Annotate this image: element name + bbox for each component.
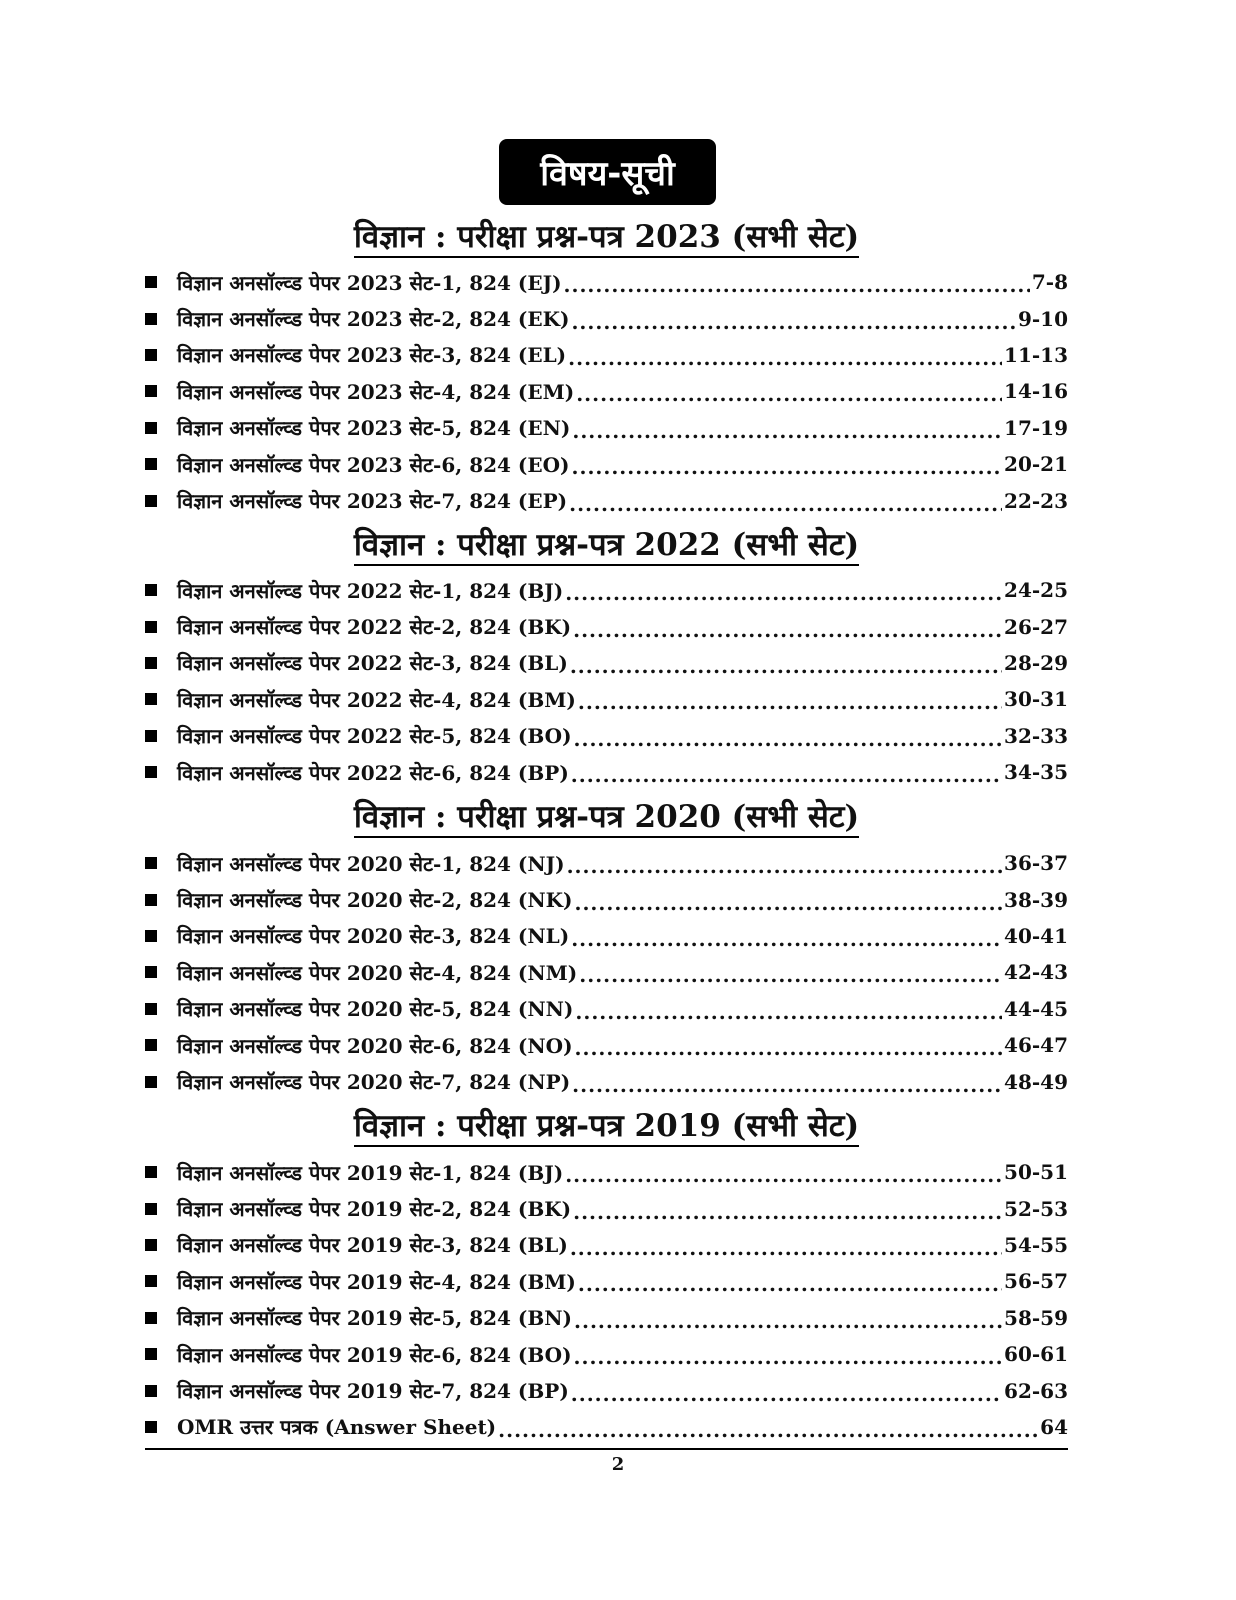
entry-label: विज्ञान अनसॉल्व्ड पेपर 2023 सेट-5, 824 (EN): [177, 416, 571, 441]
entry-label: विज्ञान अनसॉल्व्ड पेपर 2022 सेट-4, 824 (BM): [177, 687, 576, 712]
page-number: 2: [611, 1454, 625, 1475]
toc-entry[interactable]: [145, 881, 1068, 917]
entry-label: विज्ञान अनसॉल्व्ड पेपर 2022 सेट-2, 824 (BK): [177, 615, 572, 640]
section-heading: विज्ञान : परीक्षा प्रश्न-पत्र 2020 (सभी सेट): [145, 797, 1068, 837]
dot-leader: [570, 654, 1002, 678]
entry-label: विज्ञान अनसॉल्व्ड पेपर 2019 सेट-6, 824 (BO): [177, 1342, 572, 1367]
entry-pages: 26-27: [1004, 614, 1068, 639]
toc-list: [145, 1154, 1068, 1445]
dot-leader: [572, 455, 1003, 479]
square-bullet-icon: [145, 657, 157, 669]
entry-pages: 62-63: [1004, 1378, 1068, 1403]
toc-list: [145, 572, 1068, 790]
entry-label: विज्ञान अनसॉल्व्ड पेपर 2020 सेट-4, 824 (NM): [177, 960, 578, 985]
entry-label: विज्ञान अनसॉल्व्ड पेपर 2019 सेट-1, 824 (BJ): [177, 1160, 564, 1185]
entry-pages: 30-31: [1004, 687, 1068, 712]
toc-entry[interactable]: [145, 1190, 1068, 1226]
square-bullet-icon: [145, 1385, 157, 1397]
toc-entry[interactable]: [145, 1336, 1068, 1372]
dot-leader: [571, 1382, 1002, 1406]
dot-leader: [565, 1163, 1002, 1187]
dot-leader: [571, 763, 1002, 787]
entry-pages: 48-49: [1004, 1069, 1068, 1094]
entry-pages: 32-33: [1004, 723, 1068, 748]
entry-label: OMR उत्तर पत्रक (Answer Sheet): [177, 1415, 497, 1440]
section-heading: विज्ञान : परीक्षा प्रश्न-पत्र 2019 (सभी सेट): [145, 1106, 1068, 1146]
toc-entry[interactable]: [145, 718, 1068, 754]
dot-leader: [572, 1073, 1002, 1097]
dot-leader: [564, 273, 1030, 297]
page-title: विषय-सूची: [499, 139, 716, 205]
entry-label: विज्ञान अनसॉल्व्ड पेपर 2020 सेट-1, 824 (NJ): [177, 851, 565, 876]
entry-pages: 56-57: [1004, 1269, 1068, 1294]
square-bullet-icon: [145, 730, 157, 742]
square-bullet-icon: [145, 1275, 157, 1287]
entry-pages: 52-53: [1004, 1196, 1068, 1221]
dot-leader: [570, 1236, 1002, 1260]
dot-leader: [578, 1272, 1002, 1296]
square-bullet-icon: [145, 766, 157, 778]
entry-label: विज्ञान अनसॉल्व्ड पेपर 2022 सेट-5, 824 (BO): [177, 724, 572, 749]
square-bullet-icon: [145, 349, 157, 361]
dot-leader: [569, 492, 1002, 516]
entry-pages: 58-59: [1004, 1305, 1068, 1330]
square-bullet-icon: [145, 857, 157, 869]
entry-pages: 28-29: [1004, 650, 1068, 675]
toc-entry[interactable]: [145, 1263, 1068, 1299]
dot-leader: [568, 346, 1002, 370]
entry-pages: 20-21: [1004, 452, 1068, 477]
toc-entry[interactable]: [145, 1300, 1068, 1336]
dot-leader: [573, 1200, 1002, 1224]
square-bullet-icon: [145, 1348, 157, 1360]
toc-entry[interactable]: [145, 1372, 1068, 1408]
square-bullet-icon: [145, 495, 157, 507]
entry-pages: 54-55: [1004, 1232, 1068, 1257]
square-bullet-icon: [145, 1239, 157, 1251]
square-bullet-icon: [145, 313, 157, 325]
entry-label: विज्ञान अनसॉल्व्ड पेपर 2023 सेट-6, 824 (EO): [177, 452, 570, 477]
toc-entry[interactable]: [145, 1409, 1068, 1445]
square-bullet-icon: [145, 276, 157, 288]
square-bullet-icon: [145, 966, 157, 978]
toc-entry[interactable]: [145, 482, 1068, 518]
entry-pages: 34-35: [1004, 760, 1068, 785]
entry-pages: 11-13: [1004, 342, 1068, 367]
square-bullet-icon: [145, 1203, 157, 1215]
toc-entry[interactable]: [145, 300, 1068, 336]
entry-pages: 42-43: [1004, 960, 1068, 985]
toc-entry[interactable]: [145, 1063, 1068, 1099]
square-bullet-icon: [145, 1166, 157, 1178]
entry-pages: 38-39: [1004, 887, 1068, 912]
toc-entry[interactable]: [145, 918, 1068, 954]
entry-label: विज्ञान अनसॉल्व्ड पेपर 2020 सेट-5, 824 (NN): [177, 997, 574, 1022]
square-bullet-icon: [145, 1076, 157, 1088]
toc-entry[interactable]: [145, 264, 1068, 300]
entry-pages: 24-25: [1004, 578, 1068, 603]
entry-pages: 46-47: [1004, 1033, 1068, 1058]
entry-label: विज्ञान अनसॉल्व्ड पेपर 2020 सेट-7, 824 (NP): [177, 1070, 571, 1095]
dot-leader: [574, 1309, 1002, 1333]
entry-label: विज्ञान अनसॉल्व्ड पेपर 2023 सेट-4, 824 (EM): [177, 379, 575, 404]
entry-label: विज्ञान अनसॉल्व्ड पेपर 2019 सेट-5, 824 (BN): [177, 1306, 573, 1331]
entry-label: विज्ञान अनसॉल्व्ड पेपर 2019 सेट-4, 824 (BM): [177, 1269, 576, 1294]
entry-label: विज्ञान अनसॉल्व्ड पेपर 2022 सेट-3, 824 (BL): [177, 651, 568, 676]
dot-leader: [571, 927, 1002, 951]
entry-pages: 9-10: [1017, 306, 1068, 331]
entry-pages: 60-61: [1004, 1342, 1068, 1367]
square-bullet-icon: [145, 385, 157, 397]
dot-leader: [576, 382, 1002, 406]
toc-list: [145, 845, 1068, 1100]
dot-leader: [574, 727, 1002, 751]
entry-label: विज्ञान अनसॉल्व्ड पेपर 2020 सेट-2, 824 (NK): [177, 888, 573, 913]
dot-leader: [578, 690, 1002, 714]
dot-leader: [567, 854, 1002, 878]
entry-label: विज्ञान अनसॉल्व्ड पेपर 2019 सेट-7, 824 (BP): [177, 1379, 569, 1404]
dot-leader: [574, 1345, 1002, 1369]
entry-label: विज्ञान अनसॉल्व्ड पेपर 2023 सेट-3, 824 (EL): [177, 343, 567, 368]
toc-entry[interactable]: [145, 954, 1068, 990]
entry-label: विज्ञान अनसॉल्व्ड पेपर 2020 सेट-6, 824 (NO): [177, 1033, 573, 1058]
square-bullet-icon: [145, 1421, 157, 1433]
dot-leader: [573, 618, 1002, 642]
dot-leader: [575, 891, 1003, 915]
toc-entry[interactable]: [145, 645, 1068, 681]
entry-pages: 22-23: [1004, 488, 1068, 513]
entry-label: विज्ञान अनसॉल्व्ड पेपर 2019 सेट-2, 824 (BK): [177, 1197, 572, 1222]
toc-entry[interactable]: [145, 373, 1068, 409]
dot-leader: [579, 963, 1002, 987]
dot-leader: [498, 1418, 1038, 1442]
square-bullet-icon: [145, 621, 157, 633]
dot-leader: [575, 1000, 1002, 1024]
square-bullet-icon: [145, 894, 157, 906]
entry-pages: 36-37: [1004, 851, 1068, 876]
entry-label: विज्ञान अनसॉल्व्ड पेपर 2023 सेट-1, 824 (EJ): [177, 270, 562, 295]
square-bullet-icon: [145, 930, 157, 942]
toc-entry[interactable]: [145, 681, 1068, 717]
entry-pages: 64: [1040, 1414, 1068, 1439]
entry-pages: 14-16: [1004, 379, 1068, 404]
toc-list: [145, 264, 1068, 519]
square-bullet-icon: [145, 584, 157, 596]
entry-pages: 7-8: [1031, 270, 1068, 295]
entry-pages: 50-51: [1004, 1160, 1068, 1185]
section-heading: विज्ञान : परीक्षा प्रश्न-पत्र 2023 (सभी सेट): [145, 217, 1068, 257]
square-bullet-icon: [145, 693, 157, 705]
dot-leader: [572, 419, 1002, 443]
entry-label: विज्ञान अनसॉल्व्ड पेपर 2019 सेट-3, 824 (BL): [177, 1233, 568, 1258]
entry-pages: 17-19: [1004, 415, 1068, 440]
dot-leader: [565, 581, 1002, 605]
toc-entry[interactable]: [145, 1227, 1068, 1263]
entry-pages: 40-41: [1004, 923, 1068, 948]
section-heading: विज्ञान : परीक्षा प्रश्न-पत्र 2022 (सभी सेट): [145, 525, 1068, 565]
dot-leader: [571, 310, 1015, 334]
toc-entry[interactable]: [145, 991, 1068, 1027]
toc-entry[interactable]: [145, 446, 1068, 482]
toc-entry[interactable]: [145, 845, 1068, 881]
square-bullet-icon: [145, 1039, 157, 1051]
toc-entry[interactable]: [145, 337, 1068, 373]
toc-entry[interactable]: [145, 572, 1068, 608]
entry-label: विज्ञान अनसॉल्व्ड पेपर 2022 सेट-6, 824 (BP): [177, 760, 569, 785]
toc-entry[interactable]: [145, 1027, 1068, 1063]
entry-label: विज्ञान अनसॉल्व्ड पेपर 2023 सेट-2, 824 (EK): [177, 307, 570, 332]
entry-label: विज्ञान अनसॉल्व्ड पेपर 2023 सेट-7, 824 (EP): [177, 489, 568, 514]
toc-entry[interactable]: [145, 754, 1068, 790]
footer-divider: [145, 1448, 1068, 1450]
entry-pages: 44-45: [1004, 996, 1068, 1021]
toc-entry[interactable]: [145, 608, 1068, 644]
entry-label: विज्ञान अनसॉल्व्ड पेपर 2020 सेट-3, 824 (NL): [177, 924, 570, 949]
square-bullet-icon: [145, 1312, 157, 1324]
entry-label: विज्ञान अनसॉल्व्ड पेपर 2022 सेट-1, 824 (BJ): [177, 578, 564, 603]
square-bullet-icon: [145, 422, 157, 434]
square-bullet-icon: [145, 458, 157, 470]
toc-entry[interactable]: [145, 410, 1068, 446]
dot-leader: [575, 1036, 1002, 1060]
square-bullet-icon: [145, 1003, 157, 1015]
toc-entry[interactable]: [145, 1154, 1068, 1190]
